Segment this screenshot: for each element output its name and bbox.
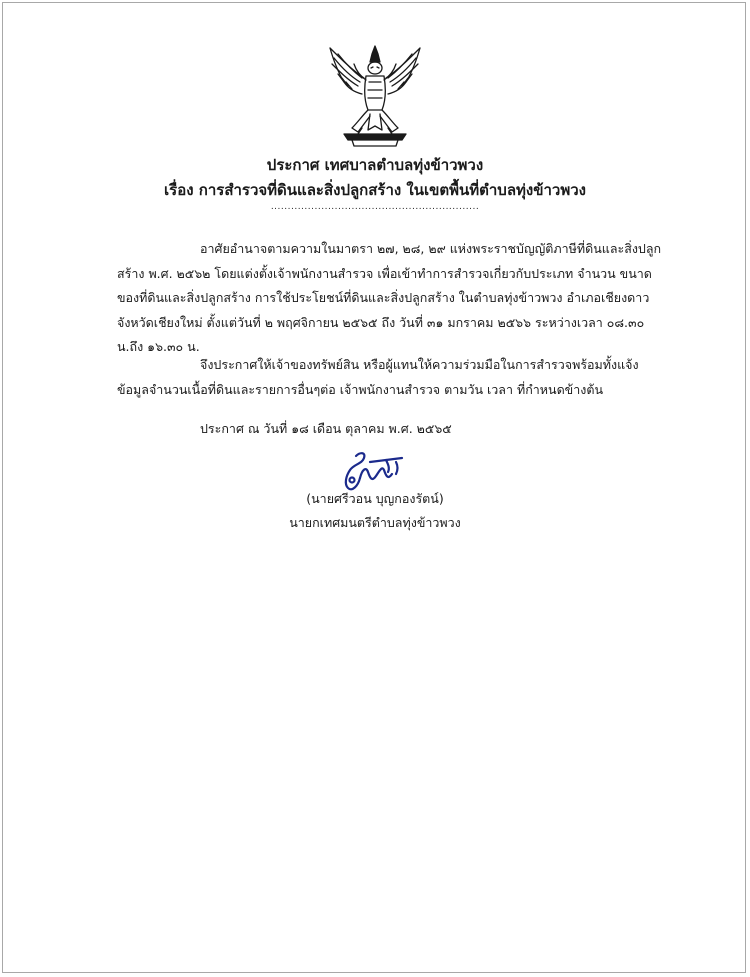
signer-name: (นายศรีวอน บุญกองรัตน์) xyxy=(306,491,444,506)
separator-line: .............................................................. xyxy=(270,202,480,212)
garuda-emblem-icon xyxy=(318,44,432,148)
body-paragraph-2 xyxy=(117,353,639,402)
paragraph-line: อาศัยอำนาจตามความในมาตรา ๒๗, ๒๘, ๒๙ แห่งพระราชบัญญัติภาษีที่ดินและสิ่งปลูก xyxy=(200,241,662,256)
document-title: ประกาศ เทศบาลตำบลทุ่งข้าวพวง xyxy=(266,156,484,174)
paragraph-line: จึงประกาศให้เจ้าของทรัพย์สิน หรือผู้แทนให้ความร่วมมือในการสำรวจพร้อมทั้งแจ้ง xyxy=(200,357,639,372)
paragraph-line: สร้าง พ.ศ. ๒๕๖๒ โดยแต่งตั้งเจ้าพนักงานสำรวจ เพื่อเข้าทำการสำรวจเกี่ยวกับประเภท จำนวน ขนาด xyxy=(117,265,652,281)
signature-icon xyxy=(326,448,408,494)
body-paragraph-1 xyxy=(117,237,662,360)
paragraph-line: ของที่ดินและสิ่งปลูกสร้าง การใช้ประโยชน์ที่ดินและสิ่งปลูกสร้าง ในตำบลทุ่งข้าวพวง อำเภอเชียงดาว xyxy=(117,290,650,305)
signer-position: นายกเทศมนตรีตำบลทุ่งข้าวพวง xyxy=(289,515,461,530)
paragraph-line: น.ถึง ๑๖.๓๐ น. xyxy=(117,339,200,354)
paragraph-line: จังหวัดเชียงใหม่ ตั้งแต่วันที่ ๒ พฤศจิกายน ๒๕๖๕ ถึง วันที่ ๓๑ มกราคม ๒๕๖๖ ระหว่างเวลา ๐๘.๓๐ xyxy=(117,314,645,330)
announcement-date: ประกาศ ณ วันที่ ๑๘ เดือน ตุลาคม พ.ศ. ๒๕๖๕ xyxy=(200,421,452,436)
paragraph-line: ข้อมูลจำนวนเนื้อที่ดินและรายการอื่นๆต่อ เจ้าพนักงานสำรวจ ตามวัน เวลา ที่กำหนดข้างต้น xyxy=(117,381,604,397)
document-subject: เรื่อง การสำรวจที่ดินและสิ่งปลูกสร้าง ในเขตพื้นที่ตำบลทุ่งข้าวพวง xyxy=(164,181,586,199)
